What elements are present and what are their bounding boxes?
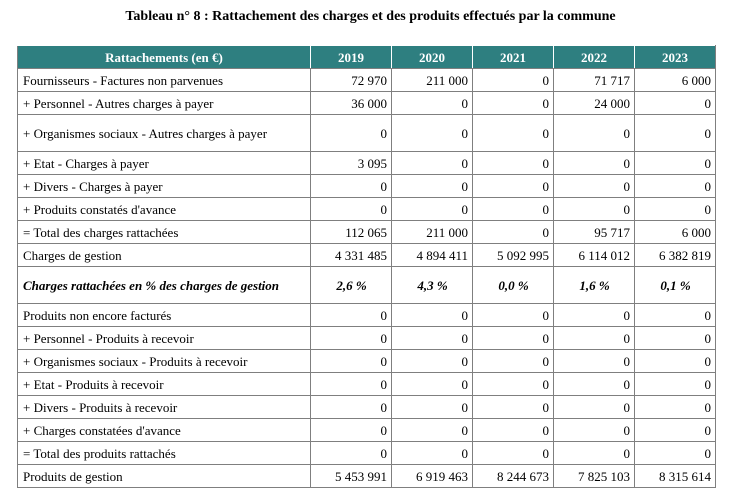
- row-label: + Etat - Charges à payer: [18, 152, 311, 175]
- header-year-2019: 2019: [311, 46, 392, 69]
- row-value-2021: 0: [473, 198, 554, 221]
- row-value-2021: 0: [473, 115, 554, 152]
- row-label: = Total des produits rattachés: [18, 442, 311, 465]
- rattachements-table: [17, 45, 716, 488]
- row-value-2023: 0: [635, 175, 716, 198]
- row-value-2020: 0: [392, 92, 473, 115]
- header-year-2022: 2022: [554, 46, 635, 69]
- table-row: [18, 327, 716, 350]
- row-value-2020: 0: [392, 198, 473, 221]
- table-row: [18, 69, 716, 92]
- row-value-2022: 0: [554, 350, 635, 373]
- row-value-2019: 0: [311, 350, 392, 373]
- row-label: = Total des charges rattachées: [18, 221, 311, 244]
- row-value-2020: 0: [392, 152, 473, 175]
- row-value-2021: 0: [473, 350, 554, 373]
- header-year-2021: 2021: [473, 46, 554, 69]
- table-row: [18, 92, 716, 115]
- row-value-2021: 0: [473, 373, 554, 396]
- row-value-2019: 5 453 991: [311, 465, 392, 488]
- row-value-2023: 0,1 %: [635, 267, 716, 304]
- row-label: + Organismes sociaux - Autres charges à payer: [18, 115, 311, 152]
- row-value-2019: 0: [311, 115, 392, 152]
- row-value-2023: 0: [635, 327, 716, 350]
- table-row: [18, 419, 716, 442]
- table-body: [18, 69, 716, 488]
- row-value-2022: 0: [554, 304, 635, 327]
- row-value-2019: 0: [311, 198, 392, 221]
- row-value-2021: 8 244 673: [473, 465, 554, 488]
- row-value-2019: 0: [311, 175, 392, 198]
- table-row: [18, 396, 716, 419]
- row-value-2019: 0: [311, 373, 392, 396]
- row-label: + Personnel - Autres charges à payer: [18, 92, 311, 115]
- row-value-2019: 0: [311, 327, 392, 350]
- row-value-2021: 5 092 995: [473, 244, 554, 267]
- row-value-2019: 0: [311, 304, 392, 327]
- row-value-2021: 0: [473, 152, 554, 175]
- row-value-2021: 0: [473, 304, 554, 327]
- row-value-2020: 4 894 411: [392, 244, 473, 267]
- row-value-2023: 0: [635, 373, 716, 396]
- row-value-2021: 0: [473, 442, 554, 465]
- table-row: [18, 198, 716, 221]
- row-value-2022: 7 825 103: [554, 465, 635, 488]
- row-value-2022: 0: [554, 152, 635, 175]
- header-year-2023: 2023: [635, 46, 716, 69]
- row-value-2020: 211 000: [392, 69, 473, 92]
- row-value-2022: 6 114 012: [554, 244, 635, 267]
- row-value-2019: 0: [311, 396, 392, 419]
- row-value-2022: 95 717: [554, 221, 635, 244]
- row-value-2022: 0: [554, 396, 635, 419]
- row-value-2020: 0: [392, 373, 473, 396]
- row-value-2021: 0: [473, 396, 554, 419]
- row-value-2022: 24 000: [554, 92, 635, 115]
- table-row: [18, 175, 716, 198]
- row-label: + Personnel - Produits à recevoir: [18, 327, 311, 350]
- table-row: [18, 373, 716, 396]
- row-value-2023: 0: [635, 419, 716, 442]
- row-label: Fournisseurs - Factures non parvenues: [18, 69, 311, 92]
- row-value-2023: 0: [635, 350, 716, 373]
- table-header-row: [18, 46, 716, 69]
- row-value-2020: 0: [392, 419, 473, 442]
- header-year-2020: 2020: [392, 46, 473, 69]
- row-value-2023: 0: [635, 198, 716, 221]
- row-value-2023: 0: [635, 92, 716, 115]
- row-value-2020: 211 000: [392, 221, 473, 244]
- table-row: [18, 442, 716, 465]
- row-value-2023: 6 000: [635, 221, 716, 244]
- row-value-2019: 36 000: [311, 92, 392, 115]
- row-value-2022: 1,6 %: [554, 267, 635, 304]
- row-label: + Produits constatés d'avance: [18, 198, 311, 221]
- row-value-2022: 0: [554, 373, 635, 396]
- row-label: Charges de gestion: [18, 244, 311, 267]
- row-value-2022: 0: [554, 175, 635, 198]
- row-value-2019: 0: [311, 442, 392, 465]
- table-caption: Tableau n° 8 : Rattachement des charges et des produits effectués par la commune: [125, 9, 616, 24]
- table-row: [18, 152, 716, 175]
- row-label: Produits non encore facturés: [18, 304, 311, 327]
- row-label: + Etat - Produits à recevoir: [18, 373, 311, 396]
- row-value-2019: 2,6 %: [311, 267, 392, 304]
- row-value-2019: 72 970: [311, 69, 392, 92]
- table-row: [18, 244, 716, 267]
- row-value-2019: 3 095: [311, 152, 392, 175]
- row-value-2023: 6 000: [635, 69, 716, 92]
- row-value-2023: 8 315 614: [635, 465, 716, 488]
- row-value-2022: 0: [554, 442, 635, 465]
- row-value-2020: 0: [392, 115, 473, 152]
- row-value-2020: 4,3 %: [392, 267, 473, 304]
- row-label: Produits de gestion: [18, 465, 311, 488]
- row-value-2021: 0: [473, 419, 554, 442]
- row-value-2020: 0: [392, 396, 473, 419]
- row-label: + Charges constatées d'avance: [18, 419, 311, 442]
- table-row: [18, 221, 716, 244]
- row-value-2022: 71 717: [554, 69, 635, 92]
- row-value-2023: 0: [635, 396, 716, 419]
- table-row: [18, 350, 716, 373]
- row-value-2020: 0: [392, 350, 473, 373]
- row-value-2020: 0: [392, 175, 473, 198]
- row-value-2023: 6 382 819: [635, 244, 716, 267]
- row-value-2020: 0: [392, 327, 473, 350]
- row-value-2020: 0: [392, 304, 473, 327]
- row-label: Charges rattachées en % des charges de gestion: [18, 267, 311, 304]
- row-value-2019: 112 065: [311, 221, 392, 244]
- row-value-2021: 0: [473, 327, 554, 350]
- table-row: [18, 115, 716, 152]
- row-label: + Divers - Charges à payer: [18, 175, 311, 198]
- row-value-2021: 0: [473, 221, 554, 244]
- row-value-2023: 0: [635, 152, 716, 175]
- row-label: + Organismes sociaux - Produits à recevoir: [18, 350, 311, 373]
- row-value-2022: 0: [554, 419, 635, 442]
- row-value-2020: 0: [392, 442, 473, 465]
- row-value-2023: 0: [635, 304, 716, 327]
- row-value-2021: 0: [473, 69, 554, 92]
- header-rattachements: Rattachements (en €): [18, 46, 311, 69]
- row-value-2023: 0: [635, 115, 716, 152]
- table-row: [18, 304, 716, 327]
- row-value-2021: 0: [473, 175, 554, 198]
- row-value-2022: 0: [554, 198, 635, 221]
- row-value-2021: 0,0 %: [473, 267, 554, 304]
- table-row: [18, 267, 716, 304]
- row-value-2021: 0: [473, 92, 554, 115]
- row-value-2022: 0: [554, 115, 635, 152]
- row-value-2019: 0: [311, 419, 392, 442]
- table-row: [18, 465, 716, 488]
- row-value-2023: 0: [635, 442, 716, 465]
- row-label: + Divers - Produits à recevoir: [18, 396, 311, 419]
- row-value-2020: 6 919 463: [392, 465, 473, 488]
- row-value-2022: 0: [554, 327, 635, 350]
- row-value-2019: 4 331 485: [311, 244, 392, 267]
